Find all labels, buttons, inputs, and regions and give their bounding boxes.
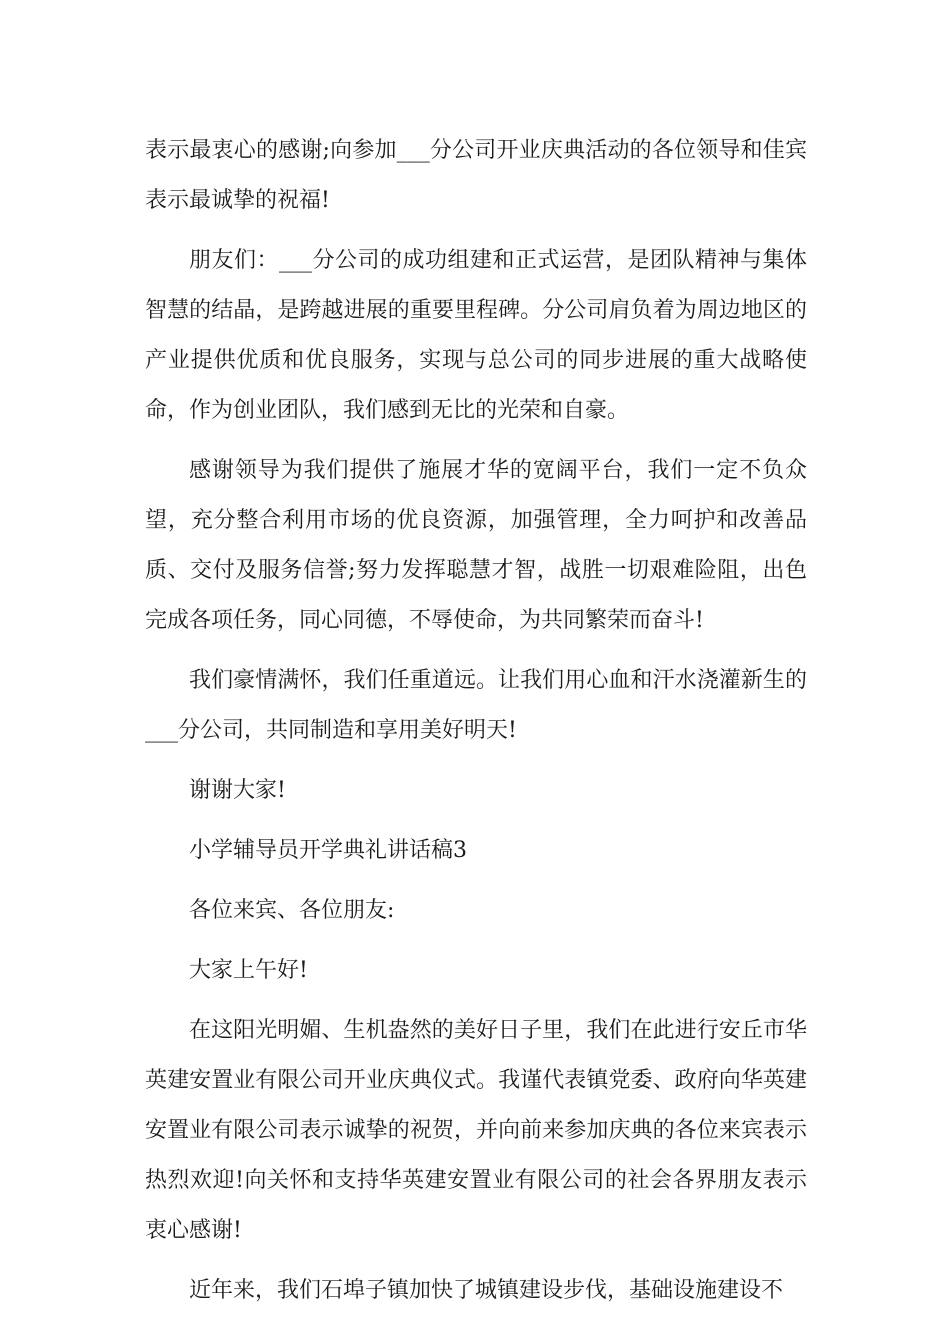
paragraph-greeting: 大家上午好!: [189, 958, 308, 983]
section-title: 小学辅导员开学典礼讲话稿3: [189, 838, 467, 863]
paragraph-ambition: 我们豪情满怀，我们任重道远。让我们用心血和汗水浇灌新生的___分公司，共同制造和享用美好明天!: [145, 668, 807, 743]
document-body: [145, 126, 807, 1326]
paragraph-thank-you: 谢谢大家!: [189, 778, 286, 803]
paragraph-salutation: 各位来宾、各位朋友:: [189, 898, 395, 923]
paragraph-continuation: 表示最衷心的感谢;向参加___分公司开业庆典活动的各位领导和佳宾表示最诚挚的祝福!: [145, 138, 807, 213]
paragraph-friends: 朋友们：___分公司的成功组建和正式运营，是团队精神与集体智慧的结晶，是跨越进展的重要里程碑。分公司肩负着为周边地区的产业提供优质和优良服务，实现与总公司的同步进展的重大战略使命，作为创业团队，我们感到无比的光荣和自豪。: [145, 248, 807, 423]
paragraph-ceremony: 在这阳光明媚、生机盎然的美好日子里，我们在此进行安丘市华英建安置业有限公司开业庆典仪式。我谨代表镇党委、政府向华英建安置业有限公司表示诚挚的祝贺，并向前来参加庆典的各位来宾表示热烈欢迎!向关怀和支持华英建安置业有限公司的社会各界朋友表示衷心感谢!: [145, 1018, 807, 1243]
paragraph-recent-years: 近年来，我们石埠子镇加快了城镇建设步伐，基础设施建设不: [189, 1278, 784, 1303]
paragraph-thanks-leaders: 感谢领导为我们提供了施展才华的宽阔平台，我们一定不负众望，充分整合利用市场的优良资源，加强管理，全力呵护和改善品质、交付及服务信誉;努力发挥聪慧才智，战胜一切艰难险阻，出色完成各项任务，同心同德，不辱使命，为共同繁荣而奋斗!: [145, 458, 807, 633]
